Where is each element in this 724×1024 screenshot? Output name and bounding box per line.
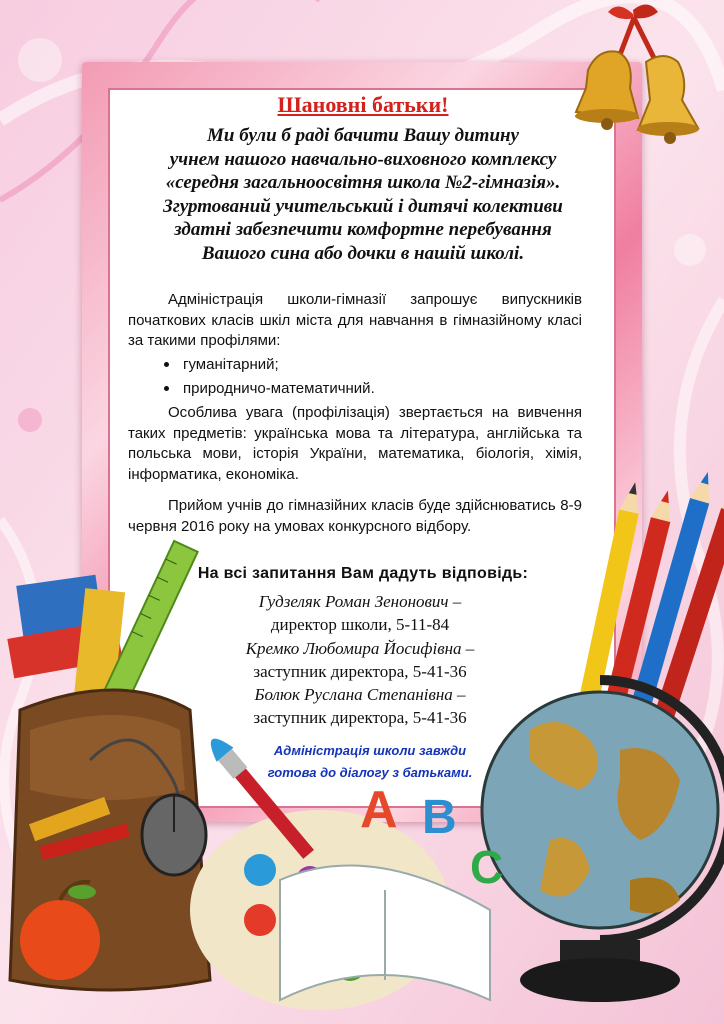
intro-text	[118, 124, 608, 265]
admin-note-line: готова до діалогу з батьками.	[267, 765, 473, 780]
abc-letters	[360, 780, 520, 910]
letter-c: C	[470, 841, 504, 893]
profiles-list	[164, 352, 564, 400]
list-item	[164, 376, 564, 400]
header-block	[118, 92, 608, 265]
intro-line: Згуртований учительський і дитячі колективи	[163, 195, 563, 217]
profile-label: природничо-математичний.	[183, 379, 375, 397]
intro-line: учнем нашого навчально-виховного комплексу	[169, 148, 557, 170]
intro-line: Вашого сина або дочки в нашій школі.	[201, 242, 525, 264]
admission-paragraph: Прийом учнів до гімназійних класів буде здійснюватись 8-9 червня 2016 року на умовах конкурсного відбору.	[128, 497, 582, 535]
contact-name: Гудзеляк Роман Зенонович –	[258, 592, 462, 611]
subjects-paragraph: Особлива увага (профілізація) звертається на вивчення таких предметів: українська мова та література, англійська та польська мови, історія України, математика, біологія, хімія, інформатика, економіка.	[128, 404, 582, 483]
profile-label: гуманітарний;	[183, 355, 279, 373]
admin-note-line: Адміністрація школи завжди	[273, 743, 467, 758]
invitation-paragraph: Адміністрація школи-гімназії запрошує випускників початкових класів шкіл міста для навчання в гімназійному класі за такими профілями:	[128, 291, 582, 349]
letter-b: B	[422, 791, 457, 844]
bullet-icon	[164, 386, 169, 391]
contact-role: заступник директора, 5-41-36	[253, 661, 467, 681]
intro-line: «середня загальноосвітня школа №2-гімназія».	[165, 172, 561, 193]
contacts-list	[180, 590, 540, 730]
bullet-icon	[164, 362, 169, 367]
contact-role: заступник директора, 5-41-36	[253, 708, 467, 728]
letter-a: A	[360, 781, 398, 839]
contact-name: Болюк Руслана Степанівна –	[254, 685, 466, 705]
question-heading: На всі запитання Вам дадуть відповідь:	[197, 565, 529, 582]
page-title: Шановні батьки!	[277, 92, 449, 117]
admin-note	[240, 740, 500, 784]
intro-line: Ми були б раді бачити Вашу дитину	[207, 125, 519, 146]
contact-role: директор школи, 5-11-84	[270, 615, 450, 635]
list-item	[164, 352, 564, 376]
contact-name: Кремко Любомира Йосифівна –	[245, 638, 475, 658]
intro-line: здатні забезпечити комфортне перебування	[174, 219, 552, 240]
